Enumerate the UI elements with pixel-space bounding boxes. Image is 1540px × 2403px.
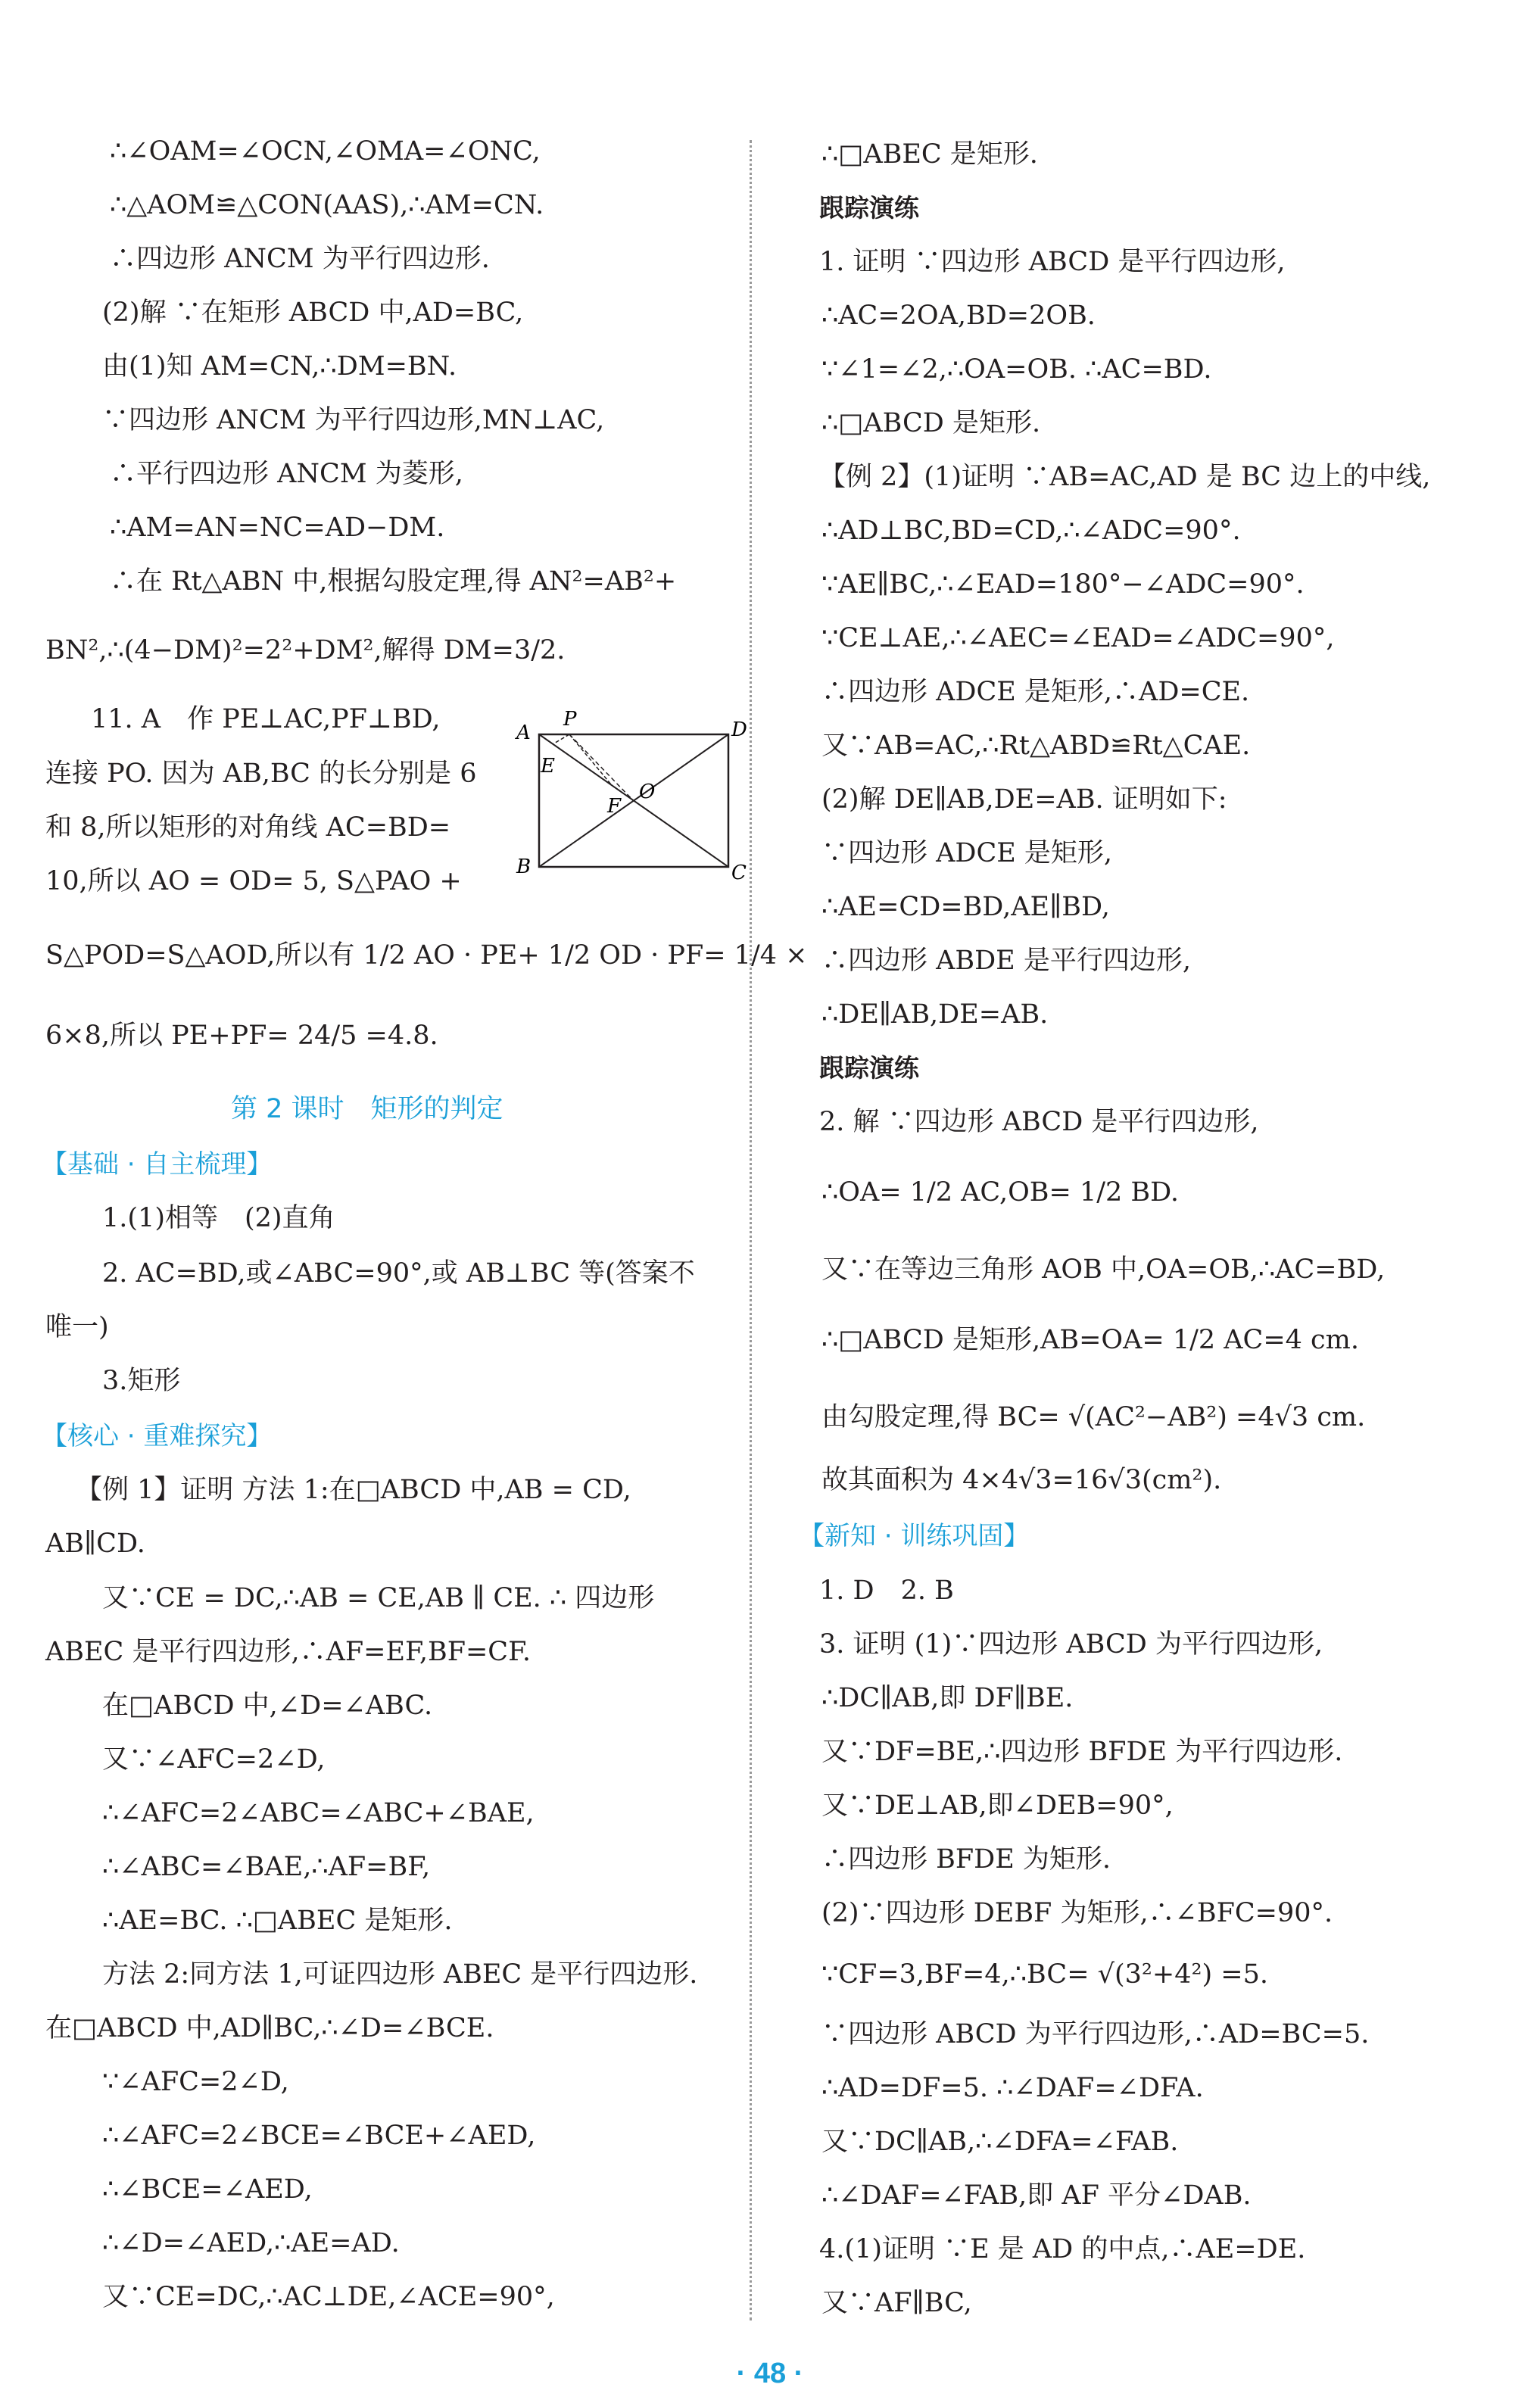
text-line: ∴四边形 ADCE 是矩形,∴AD=CE.: [821, 677, 1250, 707]
text-line: 由勾股定理,得 BC= √(AC²−AB²) =4√3 cm.: [821, 1402, 1366, 1432]
text-line: ∴AE=BC. ∴□ABEC 是矩形.: [102, 1906, 453, 1936]
lesson-title: 第 2 课时 矩形的判定: [231, 1094, 503, 1124]
text-line: ∴∠OAM=∠OCN,∠OMA=∠ONC,: [110, 136, 541, 167]
text-line: 和 8,所以矩形的对角线 AC=BD=: [45, 812, 451, 843]
text-line: 10,所以 AO = OD= 5, S△PAO +: [45, 866, 462, 896]
text-line: ∵CF=3,BF=4,∴BC= √(3²+4²) =5.: [821, 1959, 1269, 1990]
text-line: ∵AE∥BC,∴∠EAD=180°−∠ADC=90°.: [821, 569, 1305, 600]
label-e: E: [541, 755, 555, 778]
label-c: C: [731, 862, 747, 884]
section-heading: 【新知 · 训练巩固】: [799, 1521, 1030, 1551]
subheading: 跟踪演练: [819, 1053, 919, 1083]
text-line: ∵CE⊥AE,∴∠AEC=∠EAD=∠ADC=90°,: [821, 623, 1335, 653]
text-line: 又∵DF=BE,∴四边形 BFDE 为平行四边形.: [821, 1737, 1343, 1767]
text-line: ∴AE=CD=BD,AE∥BD,: [821, 892, 1110, 922]
text-line: 3.矩形: [102, 1366, 181, 1396]
label-a: A: [516, 722, 531, 744]
subheading: 跟踪演练: [819, 193, 919, 223]
text-line: ∴AD=DF=5. ∴∠DAF=∠DFA.: [821, 2073, 1204, 2103]
text-line: 又∵AB=AC,∴Rt△ABD≌Rt△CAE.: [821, 731, 1251, 761]
text-line: 1.(1)相等 (2)直角: [102, 1203, 335, 1233]
text-line: 又∵∠AFC=2∠D,: [102, 1744, 326, 1775]
text-line: 由(1)知 AM=CN,∴DM=BN.: [102, 351, 457, 382]
label-d: D: [731, 718, 747, 741]
text-line: 唯一): [45, 1312, 109, 1342]
text-line: 2. 解 ∵四边形 ABCD 是平行四边形,: [819, 1107, 1259, 1137]
segment-pe: [553, 734, 569, 744]
label-b: B: [516, 856, 532, 878]
text-line: ∴平行四边形 ANCM 为菱形,: [110, 459, 463, 489]
text-line: 又∵在等边三角形 AOB 中,OA=OB,∴AC=BD,: [821, 1254, 1386, 1285]
text-line: ∴在 Rt△ABN 中,根据勾股定理,得 AN²=AB²+: [110, 566, 677, 597]
text-line: 又∵DE⊥AB,即∠DEB=90°,: [821, 1791, 1174, 1821]
text-line: ∴∠DAF=∠FAB,即 AF 平分∠DAB.: [821, 2180, 1252, 2211]
text-line: (2)解 DE∥AB,DE=AB. 证明如下:: [821, 784, 1227, 815]
text-line: ∵四边形 ANCM 为平行四边形,MN⊥AC,: [102, 405, 605, 435]
text-line: ∴∠BCE=∠AED,: [102, 2174, 313, 2205]
text-line: ∴□ABCD 是矩形,AB=OA= 1/2 AC=4 cm.: [821, 1325, 1359, 1355]
text-line: ∴AC=2OA,BD=2OB.: [821, 301, 1096, 331]
text-line: 又∵CE=DC,∴AC⊥DE,∠ACE=90°,: [102, 2282, 555, 2312]
label-o: O: [639, 781, 656, 803]
text-line: ∴∠ABC=∠BAE,∴AF=BF,: [102, 1852, 431, 1882]
label-f: F: [607, 795, 622, 818]
text-line: 4.(1)证明 ∵E 是 AD 的中点,∴AE=DE.: [819, 2234, 1306, 2264]
column-divider: [750, 140, 752, 2320]
text-line: 在□ABCD 中,AD∥BC,∴∠D=∠BCE.: [45, 2013, 494, 2043]
text-line: 【例 2】(1)证明 ∵AB=AC,AD 是 BC 边上的中线,: [819, 462, 1431, 492]
text-line: ∵∠AFC=2∠D,: [102, 2067, 289, 2097]
section-heading: 【核心 · 重难探究】: [42, 1421, 273, 1451]
text-line: ∴四边形 ANCM 为平行四边形.: [110, 244, 490, 274]
text-line: 3. 证明 (1)∵四边形 ABCD 为平行四边形,: [819, 1629, 1323, 1660]
text-line: ∴四边形 BFDE 为矩形.: [821, 1844, 1111, 1875]
text-line: S△POD=S△AOD,所以有 1/2 AO · PE+ 1/2 OD · PF= 1/4 ×: [45, 940, 808, 971]
segment-po: [569, 734, 634, 801]
text-line: 1. D 2. B: [819, 1576, 954, 1606]
text-line: 【例 1】证明 方法 1:在□ABCD 中,AB = CD,: [76, 1475, 631, 1505]
text-line: (2)∵四边形 DEBF 为矩形,∴∠BFC=90°.: [821, 1898, 1333, 1928]
text-line: BN²,∴(4−DM)²=2²+DM²,解得 DM=3/2.: [45, 635, 566, 665]
section-heading: 【基础 · 自主梳理】: [42, 1149, 273, 1180]
text-line: 方法 2:同方法 1,可证四边形 ABEC 是平行四边形.: [102, 1959, 698, 1990]
text-line: 6×8,所以 PE+PF= 24/5 =4.8.: [45, 1021, 438, 1051]
text-line: 11. A 作 PE⊥AC,PF⊥BD,: [91, 704, 441, 734]
text-line: 在□ABCD 中,∠D=∠ABC.: [102, 1691, 433, 1721]
text-line: ∵四边形 ADCE 是矩形,: [821, 838, 1113, 868]
text-line: 1. 证明 ∵四边形 ABCD 是平行四边形,: [819, 247, 1286, 277]
text-line: ∴OA= 1/2 AC,OB= 1/2 BD.: [821, 1177, 1180, 1208]
text-line: 又∵DC∥AB,∴∠DFA=∠FAB.: [821, 2127, 1179, 2157]
text-line: ∴四边形 ABDE 是平行四边形,: [821, 946, 1191, 976]
text-line: ∴∠AFC=2∠BCE=∠BCE+∠AED,: [102, 2121, 536, 2151]
text-line: ∴△AOM≌△CON(AAS),∴AM=CN.: [110, 190, 544, 220]
label-p: P: [563, 708, 577, 731]
text-line: 又∵AF∥BC,: [821, 2288, 972, 2318]
text-line: 2. AC=BD,或∠ABC=90°,或 AB⊥BC 等(答案不: [102, 1258, 695, 1289]
text-line: ∴∠D=∠AED,∴AE=AD.: [102, 2228, 400, 2258]
text-line: 故其面积为 4×4√3=16√3(cm²).: [821, 1465, 1222, 1495]
text-line: ∴□ABCD 是矩形.: [821, 408, 1041, 438]
text-line: ∴DC∥AB,即 DF∥BE.: [821, 1683, 1074, 1713]
text-line: AB∥CD.: [45, 1529, 145, 1559]
rectangle-figure: [509, 703, 747, 892]
text-line: ∵∠1=∠2,∴OA=OB. ∴AC=BD.: [821, 354, 1212, 385]
text-line: ∴DE∥AB,DE=AB.: [821, 999, 1049, 1030]
text-line: ABEC 是平行四边形,∴AF=EF,BF=CF.: [45, 1637, 532, 1667]
text-line: ∴∠AFC=2∠ABC=∠ABC+∠BAE,: [102, 1798, 535, 1828]
text-line: ∴AM=AN=NC=AD−DM.: [110, 513, 445, 543]
text-line: ∴AD⊥BC,BD=CD,∴∠ADC=90°.: [821, 516, 1241, 546]
text-line: ∵四边形 ABCD 为平行四边形,∴AD=BC=5.: [821, 2019, 1370, 2049]
text-line: (2)解 ∵在矩形 ABCD 中,AD=BC,: [102, 298, 524, 328]
text-line: ∴□ABEC 是矩形.: [821, 139, 1038, 170]
page-number: · 48 ·: [736, 2358, 804, 2389]
text-line: 又∵CE = DC,∴AB = CE,AB ∥ CE. ∴ 四边形: [102, 1583, 655, 1613]
text-line: 连接 PO. 因为 AB,BC 的长分别是 6: [45, 759, 477, 789]
